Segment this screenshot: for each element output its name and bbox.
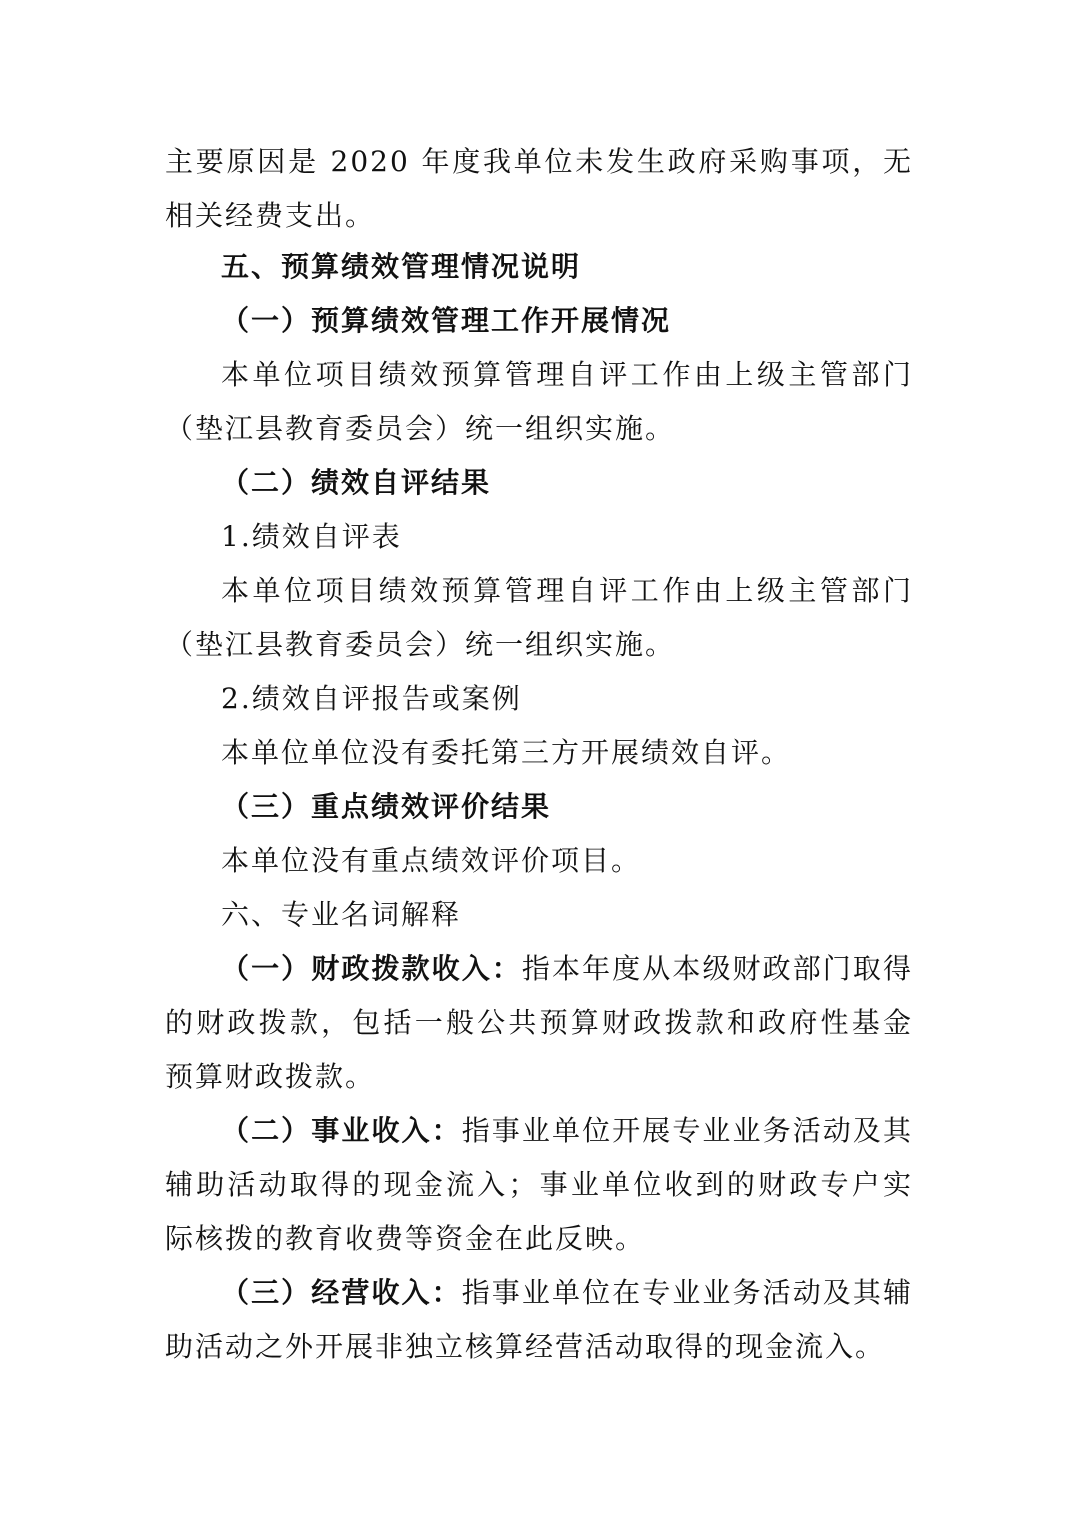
heading-5-1: （一）预算绩效管理工作开展情况 [221,304,672,337]
definition-term: （三）经营收入： [221,1276,462,1309]
definition-operating-income [165,1266,913,1374]
definition-term: （二）事业收入： [221,1114,462,1147]
paragraph-5-2-2: 本单位单位没有委托第三方开展绩效自评。 [221,736,792,769]
definition-text: 指本年度从本级财政部门取得的财政拨款，包括一般公共预算财政拨款和政府性基金预算财政拨款。 [165,952,913,1093]
heading-section-5: 五、预算绩效管理情况说明 [221,250,582,283]
paragraph-5-1: 本单位项目绩效预算管理自评工作由上级主管部门（垫江县教育委员会）统一组织实施。 [165,358,913,445]
heading-5-2-1: 1.绩效自评表 [221,520,402,553]
definition-term: （一）财政拨款收入： [221,952,522,985]
heading-section-6: 六、专业名词解释 [221,898,462,931]
paragraph-5-3: 本单位没有重点绩效评价项目。 [221,844,642,877]
heading-5-2: （二）绩效自评结果 [221,466,492,499]
heading-5-2-2: 2.绩效自评报告或案例 [221,682,522,715]
definition-fiscal-appropriation [165,942,913,1104]
paragraph-5-2-1: 本单位项目绩效预算管理自评工作由上级主管部门（垫江县教育委员会）统一组织实施。 [165,574,913,661]
definition-text: 指事业单位开展专业业务活动及其辅助活动取得的现金流入；事业单位收到的财政专户实际核拨的教育收费等资金在此反映。 [165,1114,913,1255]
paragraph-procurement-reason: 主要原因是 2020 年度我单位未发生政府采购事项，无相关经费支出。 [165,145,913,232]
definition-business-income [165,1104,913,1266]
heading-5-3: （三）重点绩效评价结果 [221,790,552,823]
definition-text: 指事业单位在专业业务活动及其辅助活动之外开展非独立核算经营活动取得的现金流入。 [165,1276,913,1363]
